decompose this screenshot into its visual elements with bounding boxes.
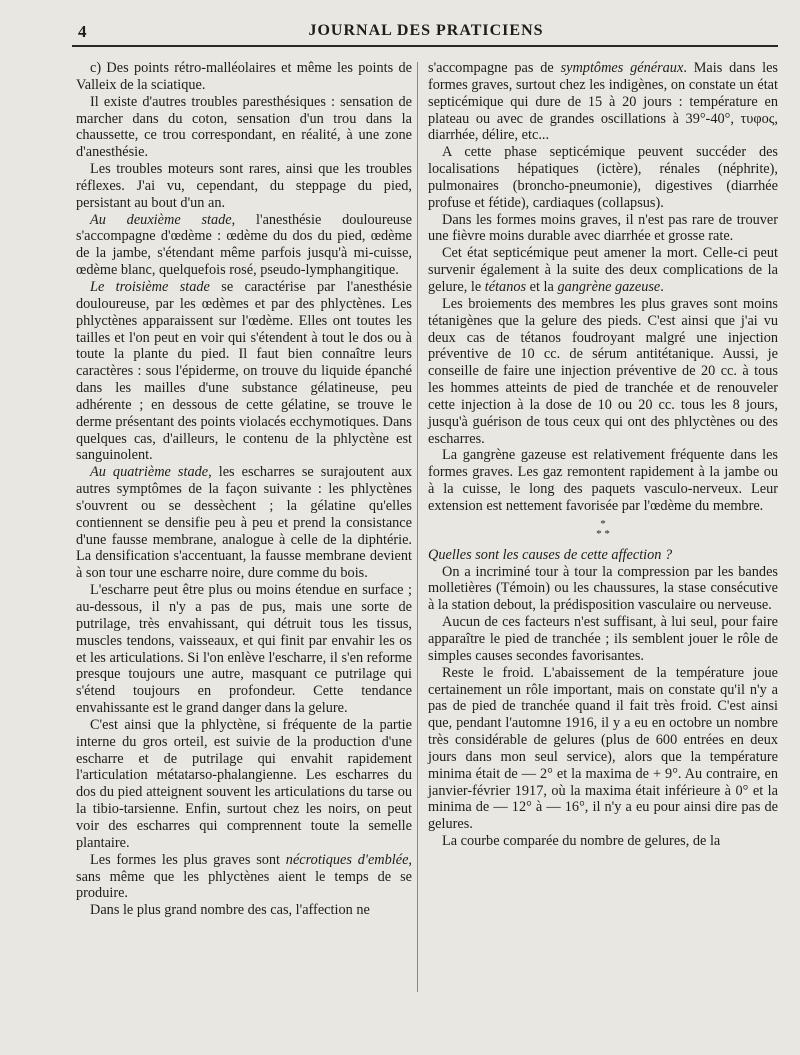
stage-heading: Au quatrième stade (90, 464, 209, 481)
paragraph-text: , sans même que les phlyctènes aient le temps de se produire. (76, 851, 412, 902)
paragraph-text: . Mais dans les formes graves, surtout chez les indigènes, on constate un état septicémique qui dure de 15 à 20 jours : température en plateau ou avec de grandes oscillations à 39°-40°, τυφος, diarrhée, délire, etc... (428, 60, 778, 144)
asterism-top: * (600, 517, 606, 530)
paragraph-text: . (660, 278, 664, 295)
paragraph (76, 852, 412, 903)
section-question: Quelles sont les causes de cette affection ? (428, 546, 673, 563)
column-divider (417, 62, 418, 992)
paragraph-text: se caractérise par l'anesthésie douloureuse, par les œdèmes et par des phlyctènes. Les phlyctènes apparaissent sur l'œdème. Elles ont toutes les tailles et l'on peut en voir qui s'étendent à tout le dos ou à toute la plante du pied. Il faut bien connaître leurs caractères : sous l'épiderme, on trouve du liquide épanché dans les mailles d'une substance gélatineuse, peu adhérente ; en dessous de cette gélatine, se trouve le derme présentant des points violacés ecchymotiques. Dans quelques cas, d'ailleurs, le contenu de la phlyctène est sanguinolent. (76, 278, 412, 464)
left-column (76, 60, 412, 919)
paragraph-text: Les formes les plus graves sont (90, 851, 286, 868)
paragraph: Aucun de ces facteurs n'est suffisant, à lui seul, pour faire apparaître le pied de tranchée ; ils semblent jouer le rôle de simples causes secondes favorisantes. (428, 614, 778, 664)
paragraph: Dans le plus grand nombre des cas, l'affection ne (90, 902, 370, 919)
paragraph: Dans les formes moins graves, il n'est pas rare de trouver une fièvre moins durable avec diarrhée et grosse rate. (428, 211, 778, 245)
paragraph: Il existe d'autres troubles paresthésiques : sensation de marcher dans du coton, sensation d'un trou dans la chaussette, ce trou correspondant, en réalité, à une zone d'anesthésie. (76, 93, 412, 161)
paragraph (76, 279, 412, 464)
paragraph-text: Cet état septicémique peut amener la mort. Celle-ci peut survenir également à la suite des deux complications de la gelure, le (428, 245, 778, 295)
header-rule (72, 45, 778, 47)
stage-heading: Le troisième stade (90, 278, 210, 295)
paragraph: Les broiements des membres les plus graves sont moins tétanigènes que la gelure des pieds. C'est ainsi que j'ai vu deux cas de tétanos foudroyant malgré une injection préventive de 10 cc. de sérum antitétanique. Aussi, je conseille de faire une injection préventive de 20 cc. à tous les hommes atteints de pied de tranchée et de renouveler cette injection à la dose de 10 ou 20 cc. tous les 8 jours, jusqu'à guérison de tous ceux qui ont des phlyctènes ou des escharres. (428, 295, 778, 447)
emphasis: gangrène gazeuse (557, 278, 661, 295)
right-column (428, 60, 778, 850)
paragraph-text: , l'anesthésie douloureuse s'accompagne d'œdème : œdème du dos du pied, œdème de la jambe, s'étendant même parfois jusqu'à mi-cuisse, œdème blanc, quelquefois rosé, pseudo-lymphangitique. (76, 211, 412, 279)
paragraph (76, 212, 412, 279)
emphasis: symptômes généraux (560, 60, 684, 76)
emphasis: tétanos (484, 278, 527, 295)
page-number: 4 (78, 22, 87, 41)
paragraph: La gangrène gazeuse est relativement fréquente dans les formes graves. Les gaz remontent rapidement à la jambe ou à la cuisse, le long des paquets vasculo-nerveux. Leur extension est nettement favorisée par l'œdème du membre. (428, 447, 778, 514)
paragraph: L'escharre peut être plus ou moins étendue en surface ; au-dessous, il n'y a pas de pus, mais une sorte de putrilage, très envahissant, qui détruit tous les tissus, muscles tendons, vaisseaux, et qui finit par envahir les os et les articulations. Si l'on enlève l'escharre, il s'en reforme presque toujours une autre, masquant ce putrilage qui s'étend toujours en profondeur. Cette tendance envahissante est le grand danger dans la gelure. (76, 582, 412, 717)
paragraph: La courbe comparée du nombre de gelures, de la (442, 833, 721, 850)
paragraph-text: et la (526, 278, 558, 295)
paragraph: c) Des points rétro-malléolaires et même les points de Valleix de la sciatique. (76, 60, 412, 93)
asterism-bottom: * * (596, 527, 610, 540)
paragraph: Reste le froid. L'abaissement de la température joue certainement un rôle important, mais on constate qu'il n'y a pas de pied de tranchée quand il fait très froid. C'est ainsi que, pendant l'automne 1916, il y a eu en octobre un nombre très considérable de gelures (plus de 600 entrées en deux jours dans mon seul service), alors que la température minima était de — 2° et la maxima de + 9°. Au contraire, en janvier-février 1917, où la maxima était inférieure à 0° et la minima de — 12° à — 16°, il n'y a eu pour ainsi dire pas de gelures. (428, 664, 778, 833)
paragraph (428, 245, 778, 296)
paragraph-text: s'accompagne pas de (428, 60, 561, 76)
paragraph (428, 60, 778, 144)
paragraph: Les troubles moteurs sont rares, ainsi que les troubles réflexes. J'ai vu, cependant, du steppage du pied, persistant au bout d'un an. (76, 161, 412, 211)
stage-heading: Au deuxième stade (90, 211, 232, 228)
section-asterism (428, 515, 778, 545)
paragraph (76, 464, 412, 582)
paragraph: A cette phase septicémique peuvent succéder des localisations hépatiques (ictère), rénales (néphrite), pulmonaires (broncho-pneumonie), digestives (diarrhée profuse et fétide), cardiaques (collapsus). (428, 144, 778, 211)
emphasis: nécrotiques d'emblée (285, 851, 409, 868)
paragraph: C'est ainsi que la phlyctène, si fréquente de la partie interne du gros orteil, est suivie de la production d'une escharre et de putrilage qui envahit rapidement l'articulation métatarso-phalangienne. Les escharres du dos du pied atteignent souvent les articulations du tarse ou la tibio-tarsienne. Enfin, surtout chez les noirs, on peut voir des escharres qui comprennent toute la semelle plantaire. (76, 716, 412, 851)
paragraph: On a incriminé tour à tour la compression par les bandes molletières (Témoin) ou les chaussures, la stase consécutive à la station debout, la prédisposition vasculaire ou nerveuse. (428, 563, 778, 614)
paragraph-text: , les escharres se surajoutent aux autres symptômes de la façon suivante : les phlyctènes s'ouvrent ou se dessèchent ; la gélatine qu'elles contiennent se densifie peu à peu et prend la consistance d'une fausse membrane, analogue à celle de la diphtérie. La densification s'accentuant, la fausse membrane devient à son tour une escharre noire, dure comme du bois. (76, 464, 412, 582)
running-title: JOURNAL DES PRATICIENS (308, 22, 544, 39)
